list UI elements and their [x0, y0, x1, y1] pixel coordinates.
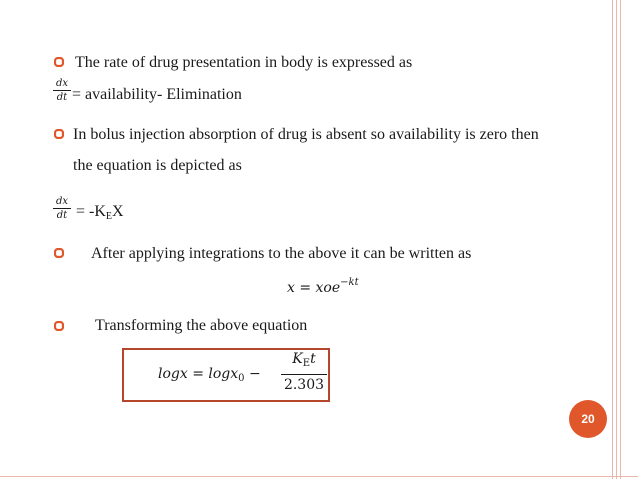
bullet-text-4: Transforming the above equation — [95, 317, 308, 334]
equation-4-fraction — [281, 350, 327, 395]
equation-3 — [287, 277, 359, 296]
equation-4-num-sub: E — [302, 358, 311, 369]
equation-4-minus: − — [249, 366, 261, 382]
equation-4-num-t: t — [310, 351, 316, 367]
equation-4-lhs-text: logx = logx — [158, 366, 239, 382]
equation-4-numerator — [281, 350, 327, 375]
bullet-text-1: The rate of drug presentation in body is expressed as — [75, 54, 413, 71]
equation-3-exponent: −kt — [340, 277, 359, 288]
equation-2-rhs-pre: = -K — [76, 203, 106, 220]
bullet-text-2-line-2: the equation is depicted as — [73, 157, 242, 174]
fraction-dx-dt — [53, 196, 71, 221]
decor-line-2 — [616, 0, 617, 479]
equation-1-rhs: = availability- Elimination — [72, 86, 242, 103]
fraction-dx-dt — [53, 78, 71, 103]
hollow-square-bullet-icon — [54, 248, 64, 258]
hollow-square-bullet-icon — [54, 57, 64, 67]
equation-4-lhs-sub: 0 — [238, 373, 245, 384]
equation-2-rhs-post: X — [112, 203, 124, 220]
page-number-badge: 20 — [569, 400, 607, 438]
equation-4-num-k: K — [292, 351, 303, 367]
decor-line-1 — [612, 0, 613, 479]
decor-line-3 — [620, 0, 621, 479]
decor-line-bottom — [0, 476, 638, 477]
equation-2-rhs-sub: E — [105, 211, 113, 222]
equation-4-denominator: 2.303 — [283, 377, 325, 393]
equation-4-lhs — [158, 366, 261, 384]
equation-2-rhs — [76, 202, 124, 227]
fraction-numerator: dx — [53, 78, 71, 91]
fraction-denominator: dt — [56, 92, 68, 103]
bullet-text-3: After applying integrations to the above it can be written as — [91, 245, 472, 262]
fraction-numerator: dx — [53, 196, 71, 209]
equation-3-main: x = xoe — [287, 280, 341, 296]
hollow-square-bullet-icon — [54, 321, 64, 331]
bullet-text-2-line-1: In bolus injection absorption of drug is absent so availability is zero then — [73, 126, 539, 143]
hollow-square-bullet-icon — [54, 129, 64, 139]
fraction-denominator: dt — [56, 210, 68, 221]
